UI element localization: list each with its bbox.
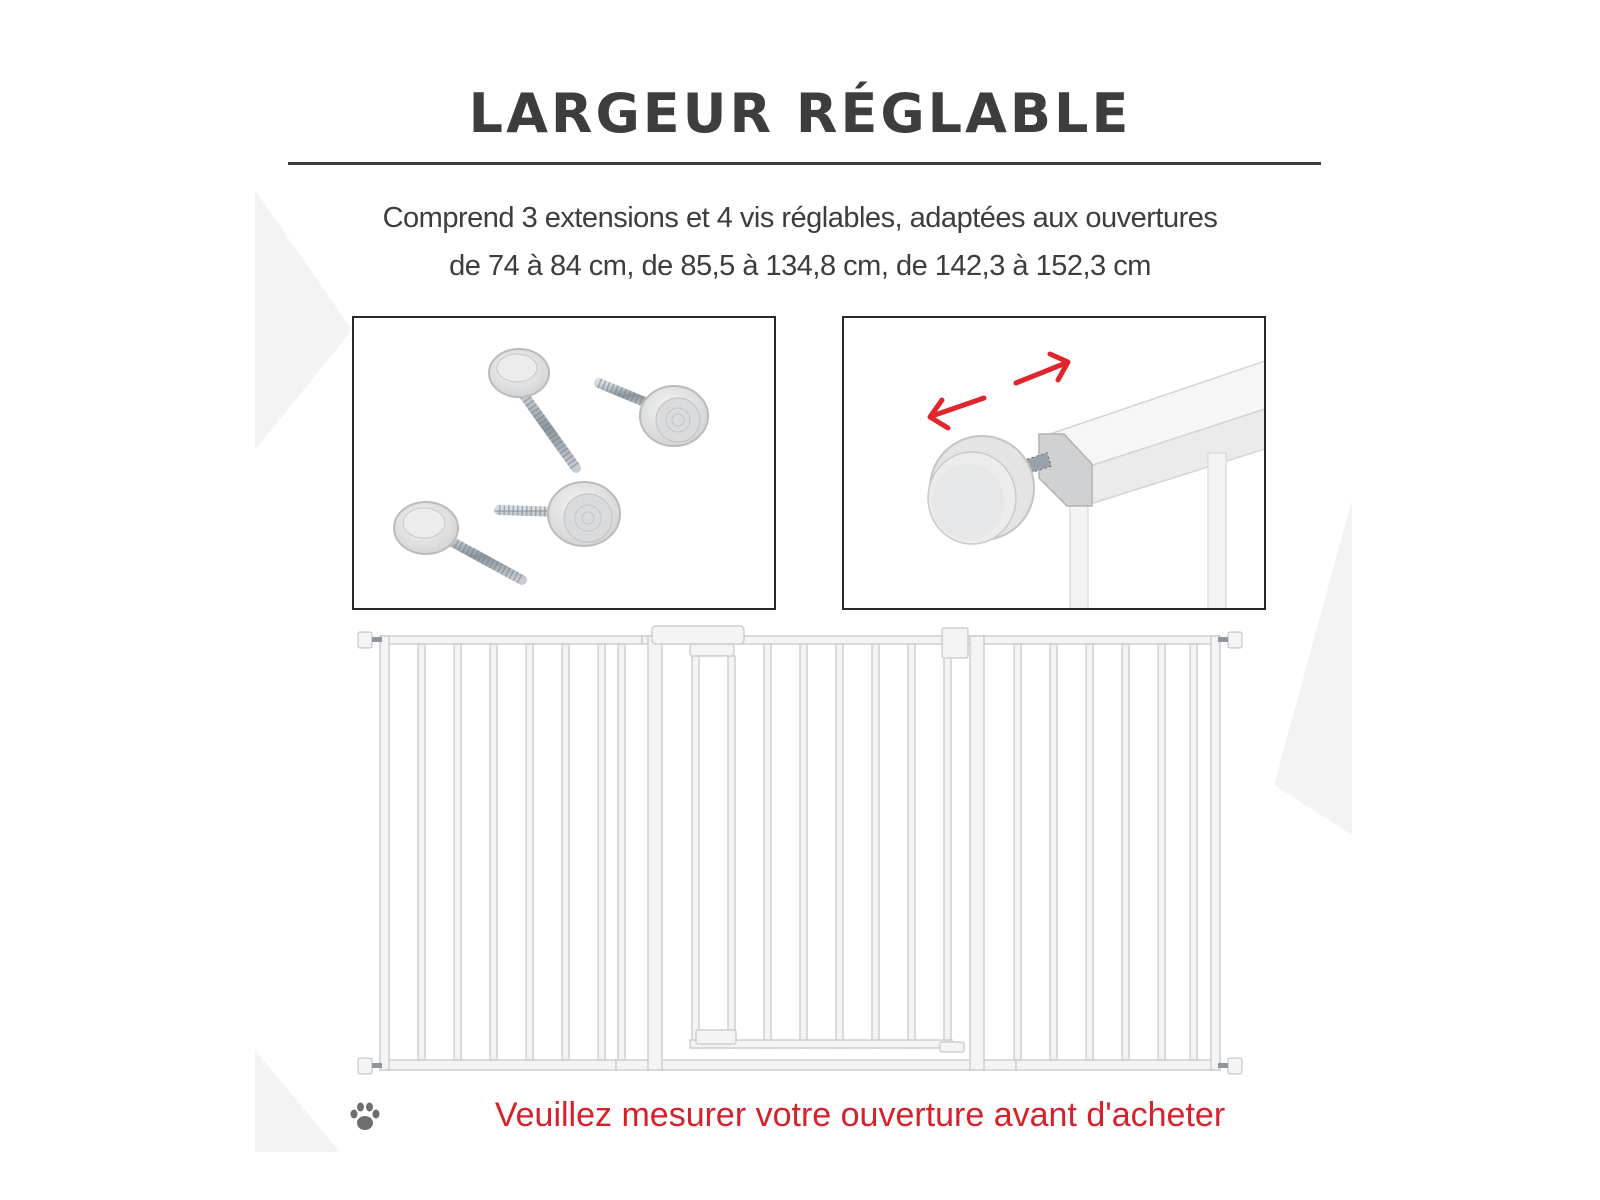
gate-corner <box>1039 360 1266 610</box>
screw-detail-image <box>844 318 1266 610</box>
right-post <box>1211 636 1220 1070</box>
gate-post-right <box>970 636 984 1070</box>
adjuster-knob <box>928 436 1034 544</box>
top-rail-left <box>380 636 642 644</box>
gate-illustration <box>350 622 1270 1092</box>
bottom-hinge <box>696 1030 736 1044</box>
top-hinge <box>942 628 968 658</box>
screws-photo-panel <box>352 316 776 610</box>
screw-1 <box>489 349 576 468</box>
arrow-left-icon <box>930 398 984 428</box>
top-rail-right <box>962 636 1220 644</box>
bottom-rail-right <box>1016 1060 1220 1070</box>
description <box>240 194 1360 290</box>
gate-latch <box>652 626 744 644</box>
left-post <box>380 636 389 1070</box>
bottom-rail-left <box>380 1060 616 1070</box>
gate-post-left <box>648 636 662 1070</box>
paw-print-icon <box>348 1100 382 1134</box>
screw-2 <box>599 383 708 446</box>
measure-warning: Veuillez mesurer votre ouverture avant d'acheter <box>494 1096 1226 1134</box>
bg-triangle-right <box>1274 500 1352 835</box>
adjustable-screws-image <box>354 318 776 610</box>
page-title: LARGEUR RÉGLABLE <box>468 82 1132 145</box>
bg-triangle-bottom <box>255 1050 340 1152</box>
arrow-right-icon <box>1016 354 1068 383</box>
bottom-rail-gate <box>616 1060 1016 1070</box>
screw-detail-panel <box>842 316 1266 610</box>
description-line-1: Comprend 3 extensions et 4 vis réglables, adaptées aux ouvertures <box>382 202 1218 234</box>
screw-4 <box>499 482 620 546</box>
title-divider <box>288 162 1321 165</box>
description-line-2: de 74 à 84 cm, de 85,5 à 134,8 cm, de 142,3 à 152,3 cm <box>449 250 1151 282</box>
